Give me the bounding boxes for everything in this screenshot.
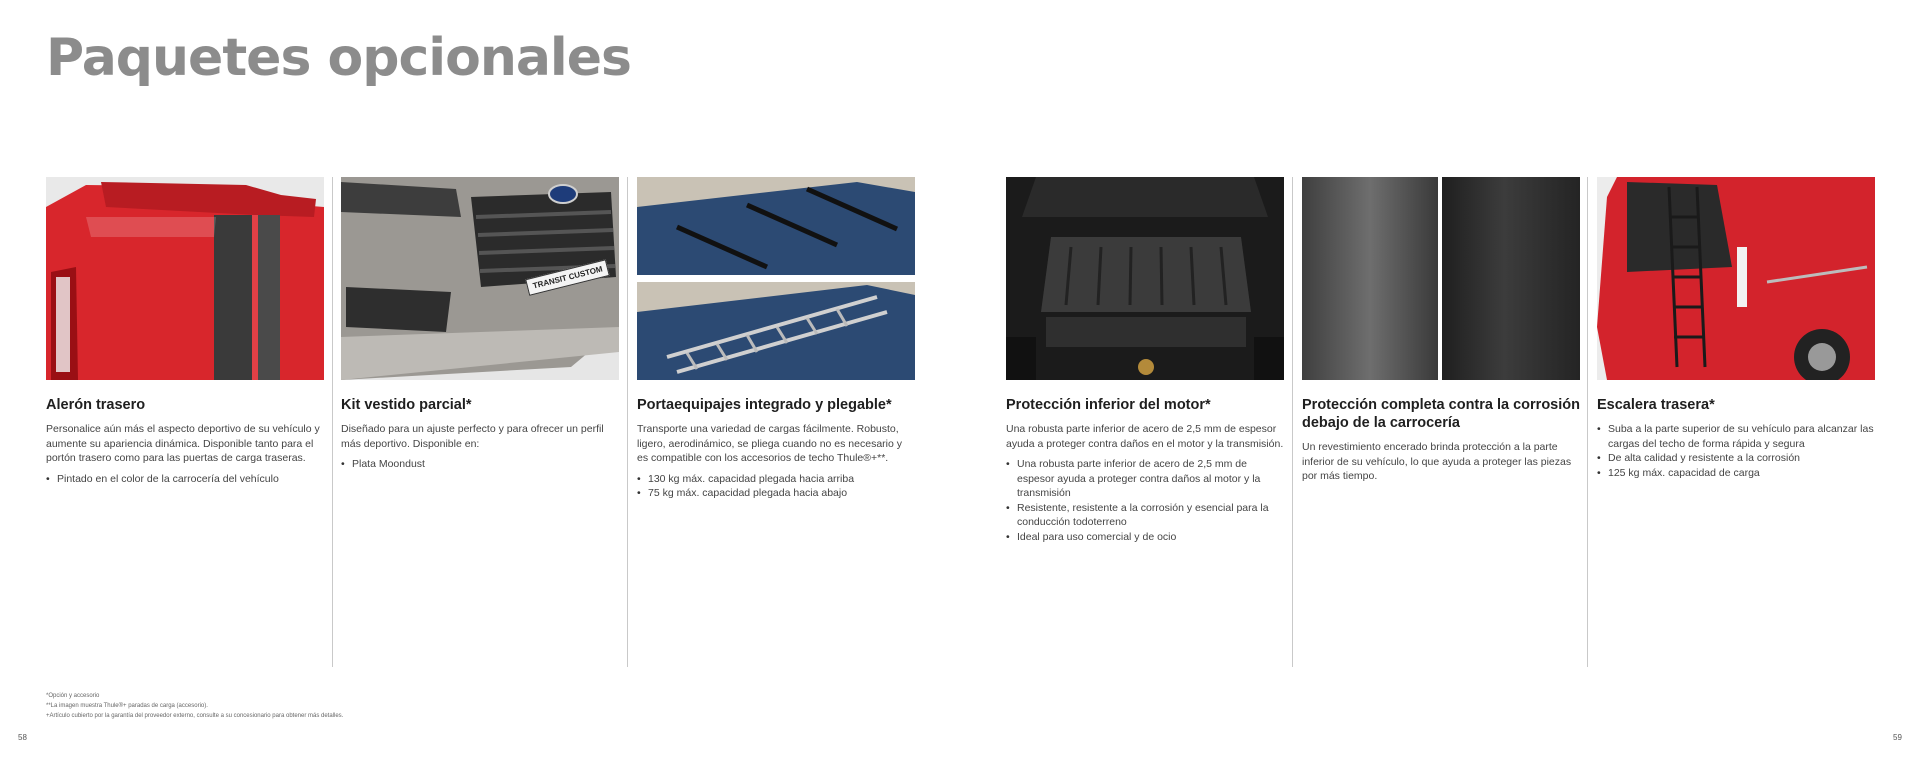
product-card-portaequipajes	[637, 177, 915, 501]
bullet-item: • Suba a la parte superior de su vehículo para alcanzar las cargas del techo de forma rápida y segura	[1597, 422, 1875, 451]
page-title: Paquetes opcionales	[46, 28, 631, 88]
footnote: *Opción y accesorio	[46, 693, 100, 699]
bullet-item: • Pintado en el color de la carrocería del vehículo	[46, 472, 324, 487]
bullet-item: • Ideal para uso comercial y de ocio	[1006, 530, 1284, 545]
item-title: Kit vestido parcial*	[341, 397, 472, 413]
product-card-proteccion-motor	[1006, 177, 1284, 544]
item-description: Una robusta parte inferior de acero de 2,5 mm de espesor ayuda a proteger contra daños en el motor y la transmisión.	[1006, 423, 1284, 450]
bullet-item: • Una robusta parte inferior de acero de 2,5 mm de espesor ayuda a proteger contra daños al motor y la transmisión	[1006, 457, 1284, 501]
item-description: Personalice aún más el aspecto deportivo de su vehículo y aumente su apariencia dinámica. Disponible tanto para el portón trasero como para las puertas de carga traseras.	[46, 423, 320, 464]
bullet-list	[46, 472, 324, 487]
bullet-item: • 75 kg máx. capacidad plegada hacia abajo	[637, 486, 915, 501]
product-card-escalera	[1597, 177, 1875, 480]
engine-skid-plate-image	[1006, 177, 1284, 380]
rear-ladder-image	[1597, 177, 1875, 380]
column-divider	[332, 177, 333, 667]
page-number-left: 58	[18, 733, 27, 742]
product-card-proteccion-corrosion	[1302, 177, 1580, 490]
item-description: Transporte una variedad de cargas fácilmente. Robusto, ligero, aerodinámico, se pliega cuando no es necesario y es compatible con los accesorios de techo Thule®+**.	[637, 423, 902, 464]
bullet-list	[637, 472, 915, 501]
item-title: Protección completa contra la corrosión debajo de la carrocería	[1302, 397, 1580, 431]
page-number-right: 59	[1893, 733, 1902, 742]
footnote: **La imagen muestra Thule®+ paradas de carga (accesorio).	[46, 703, 208, 709]
rear-spoiler-image	[46, 177, 324, 380]
roof-rack-image	[637, 177, 915, 380]
item-title: Portaequipajes integrado y plegable*	[637, 397, 892, 413]
footnote: +Artículo cubierto por la garantía del proveedor externo, consulte a su concesionario para obtener más detalles.	[46, 713, 344, 719]
item-title: Alerón trasero	[46, 397, 146, 413]
product-card-aleron	[46, 177, 324, 486]
bullet-item: • De alta calidad y resistente a la corrosión	[1597, 451, 1875, 466]
item-description: Un revestimiento encerado brinda protección a la parte inferior de su vehículo, lo que ayuda a proteger las piezas por más tiempo.	[1302, 441, 1572, 482]
item-title: Escalera trasera*	[1597, 397, 1715, 413]
item-description: Diseñado para un ajuste perfecto y para ofrecer un perfil más deportivo. Disponible en:	[341, 423, 604, 450]
bullet-list	[1597, 422, 1875, 480]
bullet-list	[341, 457, 619, 472]
bullet-item: • 125 kg máx. capacidad de carga	[1597, 466, 1875, 481]
bullet-item: • Resistente, resistente a la corrosión y esencial para la conducción todoterreno	[1006, 501, 1284, 530]
bullet-list	[1006, 457, 1284, 544]
underbody-coating-image	[1302, 177, 1580, 380]
front-body-kit-image	[341, 177, 619, 380]
column-divider	[627, 177, 628, 667]
column-divider	[1292, 177, 1293, 667]
tailgate-badge: TRANSIT CUSTOM	[525, 259, 610, 296]
bullet-item: • Plata Moondust	[341, 457, 619, 472]
bullet-item: • 130 kg máx. capacidad plegada hacia arriba	[637, 472, 915, 487]
column-divider	[1587, 177, 1588, 667]
item-title: Protección inferior del motor*	[1006, 397, 1211, 413]
product-card-kit-vestido	[341, 177, 619, 472]
